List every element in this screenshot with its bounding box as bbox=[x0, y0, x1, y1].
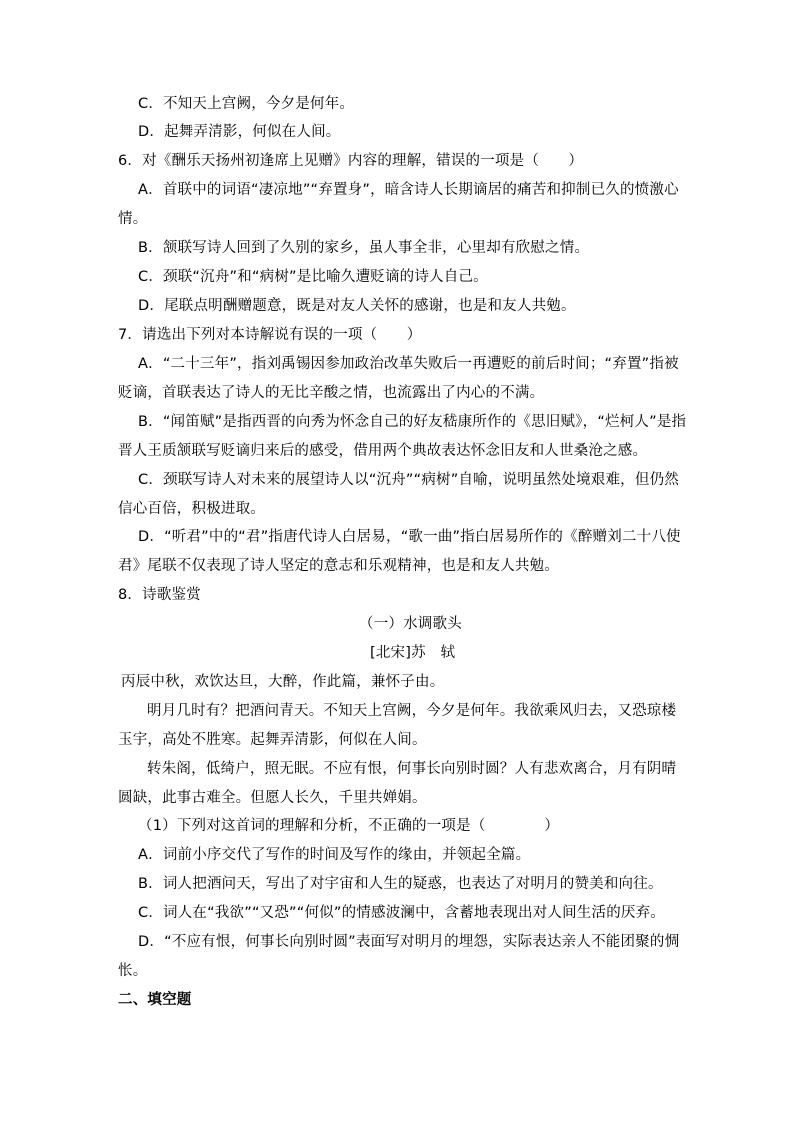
poem-stanza-1-line-2: 玉宇，高处不胜寒。起舞弄清影，何似在人间。 bbox=[118, 732, 427, 748]
q6-option-a-cont: 情。 bbox=[118, 211, 148, 227]
option-c-text: C．不知天上宫阙，今夕是何年。 bbox=[138, 96, 355, 112]
q8-option-d-cont: 怅。 bbox=[118, 963, 148, 979]
question-8: 8．诗歌鉴赏 bbox=[118, 587, 201, 603]
poem-stanza-2-line-1: 转朱阁，低绮户，照无眠。不应有恨，何事长向别时圆？人有悲欢离合，月有阴晴 bbox=[147, 761, 677, 777]
section-heading-fill-blank: 二、填空题 bbox=[118, 992, 192, 1008]
q7-option-d-cont: 君》尾联不仅表现了诗人坚定的意志和乐观精神，也是和友人共勉。 bbox=[118, 558, 559, 574]
question-7: 7．请选出下列对本诗解说有误的一项（ ） bbox=[118, 327, 422, 343]
q7-option-c-cont: 信心百倍，积极进取。 bbox=[118, 501, 265, 517]
q8-option-a: A．词前小序交代了写作的时间及写作的缘由，并领起全篇。 bbox=[138, 847, 531, 863]
q7-option-a-cont: 贬谪，首联表达了诗人的无比辛酸之情，也流露出了内心的不满。 bbox=[118, 385, 545, 401]
q8-option-d: D．“不应有恨，何事长向别时圆”表面写对明月的埋怨，实际表达亲人不能团聚的惆 bbox=[138, 934, 680, 950]
q7-option-d: D．“听君”中的“君”指唐代诗人白居易，“歌一曲”指白居易所作的《醉赠刘二十八使 bbox=[138, 529, 681, 545]
poem-stanza-1-line-1: 明月几时有？把酒问青天。不知天上宫阙，今夕是何年。我欲乘风归去，又恐琼楼 bbox=[147, 703, 677, 719]
q8-option-b: B．词人把酒问天，写出了对宇宙和人生的疑惑，也表达了对明月的赞美和向往。 bbox=[138, 876, 663, 892]
q6-option-c: C．颈联“沉舟”和“病树”是比喻久遭贬谪的诗人自己。 bbox=[138, 269, 488, 285]
poem-author: [北宋]苏 轼 bbox=[370, 645, 456, 661]
question-6: 6．对《酬乐天扬州初逢席上见赠》内容的理解，错误的一项是（ ） bbox=[118, 153, 584, 169]
poem-title: （一）水调歌头 bbox=[359, 616, 462, 632]
poem-stanza-2-line-2: 圆缺，此事古难全。但愿人长久，千里共婵娟。 bbox=[118, 790, 427, 806]
q8-option-c: C．词人在“我欲”“又恐”“何似”的情感波澜中，含蓄地表现出对人间生活的厌弃。 bbox=[138, 905, 665, 921]
q7-option-a: A．“二十三年”，指刘禹锡因参加政治改革失败后一再遭贬的前后时间；“弃置”指被 bbox=[138, 356, 679, 372]
q7-option-b-cont: 晋人王质颔联写贬谪归来后的感受，借用两个典故表达怀念旧友和人世桑沧之感。 bbox=[118, 443, 648, 459]
poem-preface: 丙辰中秋，欢饮达旦，大醉，作此篇，兼怀子由。 bbox=[121, 674, 445, 690]
option-d-text: D．起舞弄清影，何似在人间。 bbox=[138, 124, 341, 140]
q8-sub-1: （1）下列对这首词的理解和分析，不正确的一项是（ ） bbox=[138, 818, 560, 834]
q6-option-d: D．尾联点明酬赠题意，既是对友人关怀的感谢，也是和友人共勉。 bbox=[138, 298, 576, 314]
q6-option-a: A．首联中的词语“凄凉地”“弃置身”，暗含诗人长期谪居的痛苦和抑制已久的愤激心 bbox=[138, 182, 679, 198]
q7-option-b: B．“闻笛赋”是指西晋的向秀为怀念自己的好友嵇康所作的《思旧赋》，“烂柯人”是指 bbox=[138, 414, 687, 430]
q7-option-c: C．颈联写诗人对未来的展望诗人以“沉舟”“病树”自喻，说明虽然处境艰难，但仍然 bbox=[138, 472, 679, 488]
q6-option-b: B．颔联写诗人回到了久别的家乡，虽人事全非，心里却有欣慰之情。 bbox=[138, 240, 590, 256]
